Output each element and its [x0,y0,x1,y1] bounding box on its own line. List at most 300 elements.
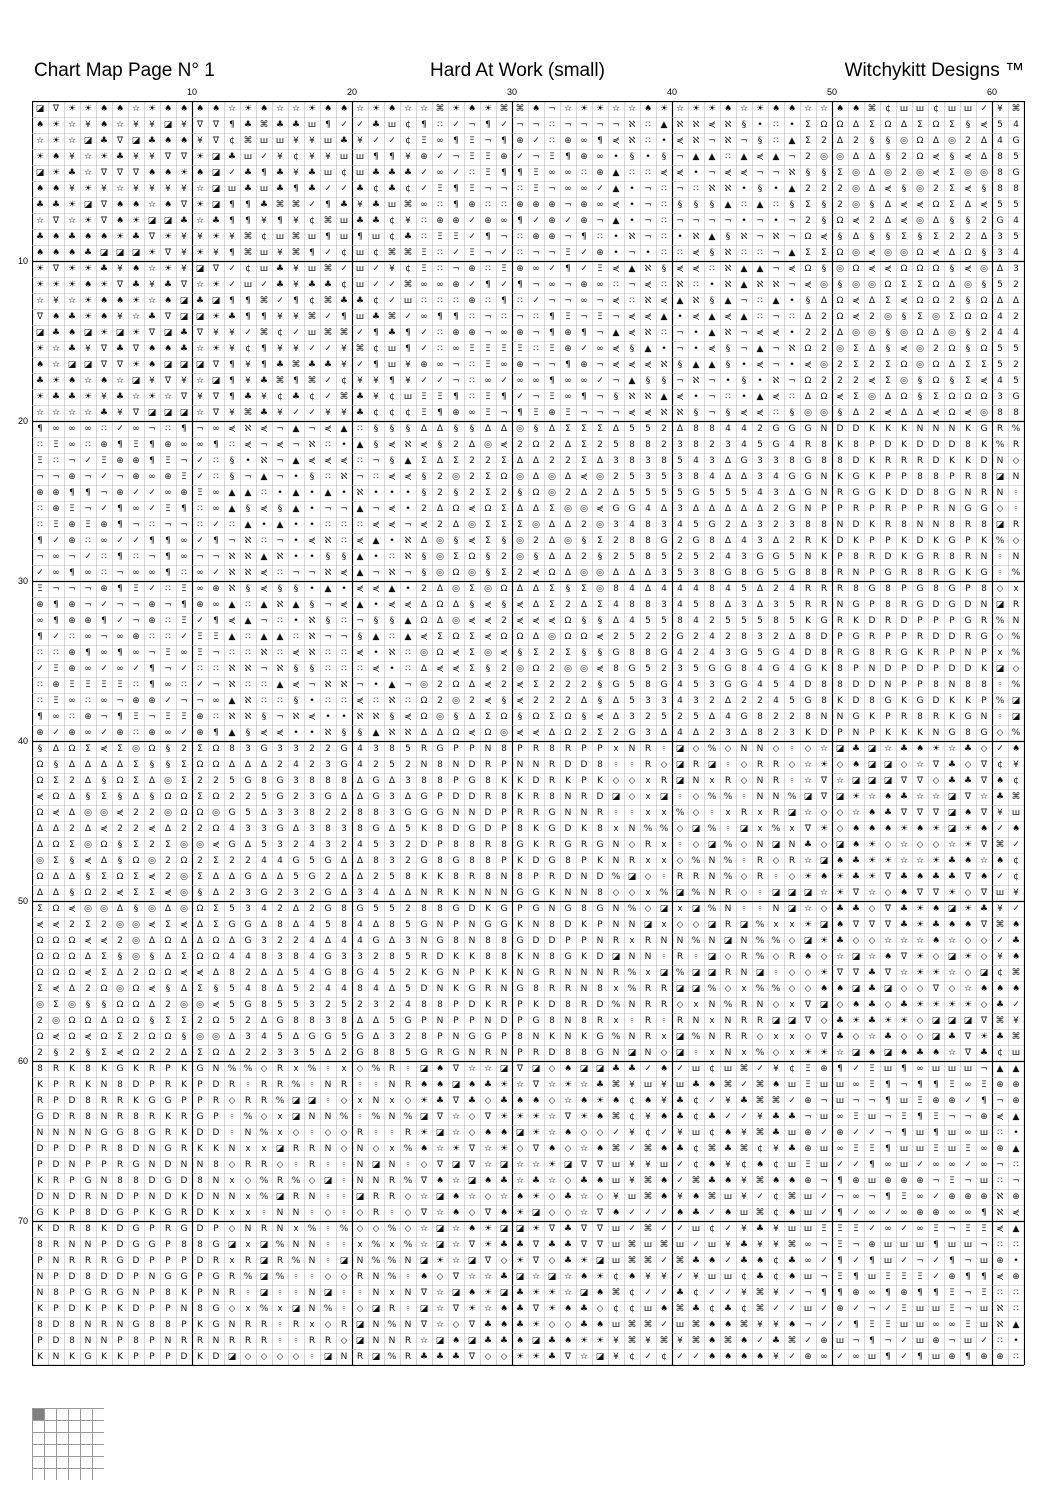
stitch-symbol: ♠ [995,776,1005,786]
stitch-symbol: 2 [517,440,523,450]
stitch-symbol: G [852,632,860,642]
stitch-symbol: ⋞ [644,312,652,322]
stitch-symbol: ∇ [212,360,220,370]
stitch-symbol: ◪ [435,1224,445,1234]
stitch-symbol: ∞ [84,728,92,738]
stitch-symbol: R [228,1272,236,1282]
stitch-symbol: ◪ [515,1224,525,1234]
stitch-symbol: ∞ [932,1160,940,1170]
stitch-symbol: K [165,1112,171,1122]
stitch-symbol: ¬ [292,440,300,450]
stitch-symbol: ∷ [533,344,539,354]
stitch-symbol: ◪ [819,856,829,866]
stitch-symbol: 2 [245,968,251,978]
stitch-symbol: ¶ [837,1256,843,1266]
stitch-symbol: Δ [468,680,476,690]
stitch-symbol: ◎ [852,168,860,178]
stitch-symbol: Δ [196,936,204,946]
stitch-symbol: ¥ [149,120,155,130]
stitch-symbol: ℵ [404,728,412,738]
stitch-symbol: R [612,968,620,978]
stitch-symbol: ✓ [516,392,524,402]
stitch-symbol: R [116,1096,124,1106]
stitch-symbol: § [197,888,203,898]
stitch-symbol: ☀ [947,1000,957,1010]
stitch-symbol: R [868,552,876,562]
stitch-symbol: R [596,808,604,818]
stitch-symbol: 8 [789,456,795,466]
stitch-symbol: Σ [133,872,139,882]
stitch-symbol: ¶ [245,200,251,210]
stitch-symbol: ♣ [323,280,333,290]
stitch-symbol: Δ [388,776,396,786]
stitch-symbol: ∷ [661,280,667,290]
stitch-symbol: ▲ [756,264,764,274]
stitch-symbol: ⋞ [612,136,620,146]
stitch-symbol: ¬ [372,568,380,578]
stitch-symbol: ∞ [548,168,556,178]
stitch-symbol: ∞ [68,696,76,706]
stitch-symbol: % [243,1064,253,1074]
stitch-symbol: ∞ [84,664,92,674]
stitch-symbol: ♠ [419,1272,429,1282]
stitch-symbol: ⊕ [532,200,540,210]
stitch-symbol: ◇ [548,1192,556,1202]
stitch-symbol: ✓ [836,1160,844,1170]
stitch-symbol: ◎ [596,584,604,594]
stitch-symbol: ¬ [820,1240,828,1250]
stitch-symbol: N [964,648,972,658]
stitch-symbol: ✓ [644,1352,652,1362]
stitch-symbol: ∇ [596,1208,604,1218]
stitch-symbol: Σ [853,392,859,402]
stitch-symbol: ℵ [644,328,652,338]
stitch-symbol: Ω [196,760,204,770]
stitch-symbol: Δ [68,760,76,770]
stitch-symbol: N [852,568,860,578]
stitch-symbol: ¥ [197,232,203,242]
stitch-symbol: ♣ [931,872,941,882]
stitch-symbol: Δ [612,568,620,578]
stitch-symbol: R [404,1352,412,1362]
stitch-symbol: Σ [117,744,123,754]
stitch-symbol: ¬ [196,696,204,706]
stitch-symbol: ▲ [404,616,412,626]
stitch-symbol: ☀ [915,952,925,962]
stitch-symbol: 2 [389,1000,395,1010]
stitch-symbol: ✓ [900,1256,908,1266]
stitch-symbol: 8 [437,1000,443,1010]
stitch-symbol: ⊕ [212,584,220,594]
stitch-symbol: ¶ [885,1096,891,1106]
stitch-symbol: ∷ [1013,1288,1019,1298]
stitch-symbol: ▲ [372,536,380,546]
stitch-symbol: P [597,744,603,754]
stitch-symbol: Ξ [181,712,187,722]
stitch-symbol: 2 [709,728,715,738]
stitch-symbol: ¥ [341,344,347,354]
stitch-symbol: Σ [565,648,571,658]
stitch-symbol: ℵ [308,440,316,450]
stitch-symbol: R [628,856,636,866]
stitch-symbol: % [723,840,733,850]
stitch-symbol: ✓ [740,1112,748,1122]
stitch-symbol: ¶ [453,200,459,210]
stitch-symbol: ♣ [195,296,205,306]
stitch-symbol: ⋞ [932,168,940,178]
stitch-symbol: ¬ [964,1256,972,1266]
stitch-symbol: ¬ [916,1256,924,1266]
stitch-symbol: § [965,344,971,354]
stitch-symbol: R [660,776,668,786]
stitch-symbol: ✓ [900,1336,908,1346]
stitch-symbol: 2 [69,776,75,786]
stitch-symbol: ☀ [499,1144,509,1154]
stitch-symbol: D [484,808,492,818]
stitch-symbol: 8 [549,792,555,802]
stitch-symbol: 8 [357,824,363,834]
stitch-symbol: Ξ [965,1320,971,1330]
stitch-symbol: ∇ [820,792,828,802]
stitch-symbol: ♣ [883,1032,893,1042]
stitch-symbol: ▲ [356,552,364,562]
stitch-symbol: ♠ [739,1352,749,1362]
stitch-symbol: ◎ [964,168,972,178]
stitch-symbol: ¬ [36,552,44,562]
stitch-symbol: ☆ [579,1080,589,1090]
stitch-symbol: ∷ [485,264,491,274]
stitch-symbol: G [948,488,956,498]
stitch-symbol: ☀ [131,360,141,370]
stitch-symbol: Ω [212,760,220,770]
stitch-symbol: ✓ [564,216,572,226]
stitch-symbol: ◎ [580,664,588,674]
stitch-symbol: ♠ [915,744,925,754]
stitch-symbol: 4 [725,424,731,434]
stitch-symbol: 8 [933,680,939,690]
stitch-symbol: § [149,952,155,962]
stitch-symbol: ◦ [325,1096,331,1106]
stitch-symbol: P [501,856,507,866]
stitch-symbol: ☀ [531,1352,541,1362]
stitch-symbol: ☆ [51,360,61,370]
stitch-symbol: K [597,856,603,866]
stitch-symbol: ⋞ [868,376,876,386]
stitch-symbol: ℵ [356,712,364,722]
stitch-symbol: ♣ [131,232,141,242]
stitch-symbol: P [517,1000,523,1010]
stitch-symbol: R [388,1192,396,1202]
stitch-symbol: P [837,728,843,738]
stitch-symbol: ◎ [468,520,476,530]
stitch-symbol: 3 [277,808,283,818]
stitch-symbol: P [869,728,875,738]
stitch-symbol: ∇ [900,776,908,786]
stitch-symbol: N [372,1288,380,1298]
stitch-symbol: ш [275,232,285,242]
stitch-symbol: ✓ [100,664,108,674]
stitch-symbol: ⋞ [388,600,396,610]
stitch-symbol: ℵ [692,296,700,306]
stitch-symbol: ¶ [149,536,155,546]
stitch-symbol: ¶ [213,616,219,626]
stitch-symbol: G [852,472,860,482]
stitch-symbol: ¬ [580,120,588,130]
stitch-symbol: ⊕ [196,600,204,610]
stitch-symbol: 3 [325,760,331,770]
stitch-symbol: 2 [469,488,475,498]
stitch-symbol: Ξ [53,696,59,706]
stitch-symbol: R [244,1096,252,1106]
stitch-symbol: ☆ [883,936,893,946]
stitch-symbol: ◦ [789,744,795,754]
stitch-symbol: ∷ [197,520,203,530]
stitch-symbol: ♠ [723,1208,733,1218]
stitch-symbol: R [660,984,668,994]
stitch-symbol: ♠ [163,136,173,146]
stitch-symbol: x [245,1208,251,1218]
stitch-symbol: • [677,232,683,242]
stitch-symbol: ◇ [788,936,796,946]
stitch-symbol: Σ [133,888,139,898]
stitch-symbol: ☀ [483,104,493,114]
stitch-symbol: N [436,984,444,994]
stitch-symbol: 5 [645,664,651,674]
stitch-symbol: G [100,1128,108,1138]
stitch-symbol: P [901,664,907,674]
stitch-symbol: P [165,1304,171,1314]
stitch-symbol: 5 [1013,344,1019,354]
stitch-symbol: ¬ [132,520,140,530]
stitch-symbol: ∞ [564,184,572,194]
stitch-symbol: P [581,744,587,754]
stitch-symbol: ∷ [357,664,363,674]
stitch-symbol: ◇ [740,872,748,882]
stitch-symbol: ¬ [644,200,652,210]
stitch-symbol: ♠ [1011,824,1021,834]
stitch-symbol: ⌘ [739,1064,749,1074]
stitch-symbol: • [309,552,315,562]
stitch-symbol: x [245,1304,251,1314]
stitch-symbol: 2 [901,168,907,178]
stitch-symbol: ℵ [772,376,780,386]
stitch-symbol: ☀ [851,1016,861,1026]
stitch-symbol: Δ [772,536,780,546]
stitch-symbol: ⋞ [308,536,316,546]
stitch-symbol: ◪ [675,1032,685,1042]
stitch-symbol: Ω [116,1016,124,1026]
stitch-symbol: ◎ [148,856,156,866]
stitch-symbol: Δ [436,584,444,594]
stitch-symbol: ⋞ [820,232,828,242]
stitch-symbol: ☀ [307,104,317,114]
stitch-symbol: N [212,1064,220,1074]
stitch-symbol: % [243,1272,253,1282]
stitch-symbol: G [564,840,572,850]
stitch-symbol: 8 [645,536,651,546]
stitch-symbol: § [917,376,923,386]
stitch-symbol: ◎ [900,136,908,146]
stitch-symbol: 4 [613,600,619,610]
stitch-symbol: ◇ [916,984,924,994]
stitch-symbol: • [373,488,379,498]
stitch-symbol: ♠ [115,216,125,226]
stitch-symbol: G [212,1272,220,1282]
stitch-symbol: 3 [309,824,315,834]
stitch-symbol: ¶ [357,232,363,242]
stitch-symbol: Σ [885,296,891,306]
stitch-symbol: ∷ [645,120,651,130]
stitch-symbol: ♣ [275,168,285,178]
stitch-symbol: § [341,728,347,738]
stitch-symbol: 4 [757,664,763,674]
stitch-symbol: Δ [692,504,700,514]
stitch-symbol: ◪ [35,104,45,114]
stitch-symbol: ◪ [115,248,125,258]
stitch-symbol: ◎ [884,248,892,258]
stitch-symbol: Δ [532,472,540,482]
stitch-symbol: 8 [805,712,811,722]
stitch-symbol: ∷ [709,264,715,274]
stitch-symbol: P [85,1160,91,1170]
stitch-symbol: Δ [404,888,412,898]
stitch-symbol: ¶ [869,1336,875,1346]
stitch-symbol: ∷ [997,1176,1003,1186]
stitch-symbol: R [276,1080,284,1090]
stitch-symbol: Δ [340,792,348,802]
stitch-symbol: ◇ [932,776,940,786]
stitch-symbol: ⋞ [308,456,316,466]
stitch-symbol: ⌘ [755,1176,765,1186]
stitch-symbol: Δ [420,600,428,610]
stitch-symbol: Ξ [453,232,459,242]
stitch-symbol: ♠ [787,1208,797,1218]
stitch-symbol: ∞ [948,1160,956,1170]
stitch-symbol: ¥ [149,184,155,194]
stitch-symbol: ш [371,232,381,242]
stitch-symbol: ◪ [931,1016,941,1026]
stitch-symbol: ℵ [356,488,364,498]
stitch-symbol: Ω [484,504,492,514]
stitch-symbol: ◦ [773,872,779,882]
stitch-symbol: § [629,152,635,162]
stitch-symbol: 2 [117,936,123,946]
stitch-symbol: ⌘ [611,1144,621,1154]
stitch-symbol: ◦ [309,1128,315,1138]
stitch-symbol: Ω [436,648,444,658]
stitch-symbol: R [548,760,556,770]
stitch-symbol: ♣ [339,296,349,306]
stitch-symbol: 4 [629,584,635,594]
stitch-symbol: ¬ [532,248,540,258]
stitch-symbol: ¶ [517,168,523,178]
stitch-symbol: ш [915,1144,925,1154]
stitch-symbol: ¶ [389,152,395,162]
stitch-symbol: ✓ [1012,1000,1020,1010]
stitch-symbol: Δ [100,760,108,770]
stitch-symbol: ⋞ [420,520,428,530]
stitch-symbol: R [580,1000,588,1010]
stitch-symbol: Δ [340,888,348,898]
stitch-symbol: ⋞ [516,600,524,610]
stitch-symbol: Δ [372,920,380,930]
stitch-symbol: ◦ [725,760,731,770]
stitch-symbol: Ω [948,408,956,418]
stitch-symbol: • [341,488,347,498]
stitch-symbol: ♣ [483,1336,493,1346]
stitch-symbol: ▲ [372,728,380,738]
stitch-symbol: ¶ [277,216,283,226]
stitch-symbol: ∞ [420,280,428,290]
stitch-symbol: ∞ [132,424,140,434]
stitch-symbol: ⌘ [643,1144,653,1154]
stitch-symbol: 5 [309,1048,315,1058]
stitch-symbol: Δ [612,616,620,626]
stitch-symbol: Ω [212,792,220,802]
stitch-symbol: ⌘ [867,104,877,114]
stitch-symbol: Ξ [981,1080,987,1090]
stitch-symbol: R [644,1032,652,1042]
stitch-symbol: ♠ [451,1208,461,1218]
stitch-symbol: ☆ [483,1272,493,1282]
stitch-symbol: 5 [629,552,635,562]
stitch-symbol: ◎ [36,856,44,866]
stitch-symbol: N [324,1080,332,1090]
stitch-symbol: ¥ [149,376,155,386]
stitch-symbol: G [132,1320,140,1330]
stitch-symbol: ∇ [532,1080,540,1090]
stitch-symbol: G [804,664,812,674]
stitch-symbol: ◪ [179,312,189,322]
stitch-symbol: ¢ [1013,776,1019,786]
stitch-symbol: ¥ [261,216,267,226]
stitch-symbol: ш [643,1080,653,1090]
stitch-symbol: G [244,776,252,786]
stitch-symbol: Ξ [549,392,555,402]
stitch-symbol: G [596,1048,604,1058]
stitch-symbol: ¬ [548,296,556,306]
stitch-symbol: ¶ [149,456,155,466]
stitch-symbol: x [773,920,779,930]
stitch-symbol: ¬ [676,152,684,162]
stitch-symbol: R [308,1336,316,1346]
stitch-symbol: ☆ [115,120,125,130]
stitch-symbol: D [52,1112,60,1122]
stitch-symbol: Σ [453,456,459,466]
stitch-symbol: ☀ [931,824,941,834]
stitch-symbol: 4 [357,920,363,930]
stitch-symbol: ♠ [931,936,941,946]
stitch-symbol: 2 [405,904,411,914]
stitch-symbol: R [804,536,812,546]
stitch-symbol: ◪ [707,840,717,850]
stitch-symbol: ♣ [867,968,877,978]
stitch-symbol: ✓ [324,312,332,322]
stitch-symbol: K [901,728,907,738]
stitch-symbol: G [516,840,524,850]
stitch-symbol: P [437,1032,443,1042]
stitch-symbol: 8 [197,1304,203,1314]
stitch-symbol: 8 [565,1048,571,1058]
stitch-symbol: N [628,824,636,834]
stitch-symbol: 8 [517,824,523,834]
stitch-symbol: ш [611,1224,621,1234]
stitch-symbol: 2 [549,440,555,450]
stitch-symbol: ∞ [868,1288,876,1298]
stitch-symbol: ¬ [500,408,508,418]
stitch-symbol: ☆ [915,856,925,866]
stitch-symbol: 2 [437,520,443,530]
